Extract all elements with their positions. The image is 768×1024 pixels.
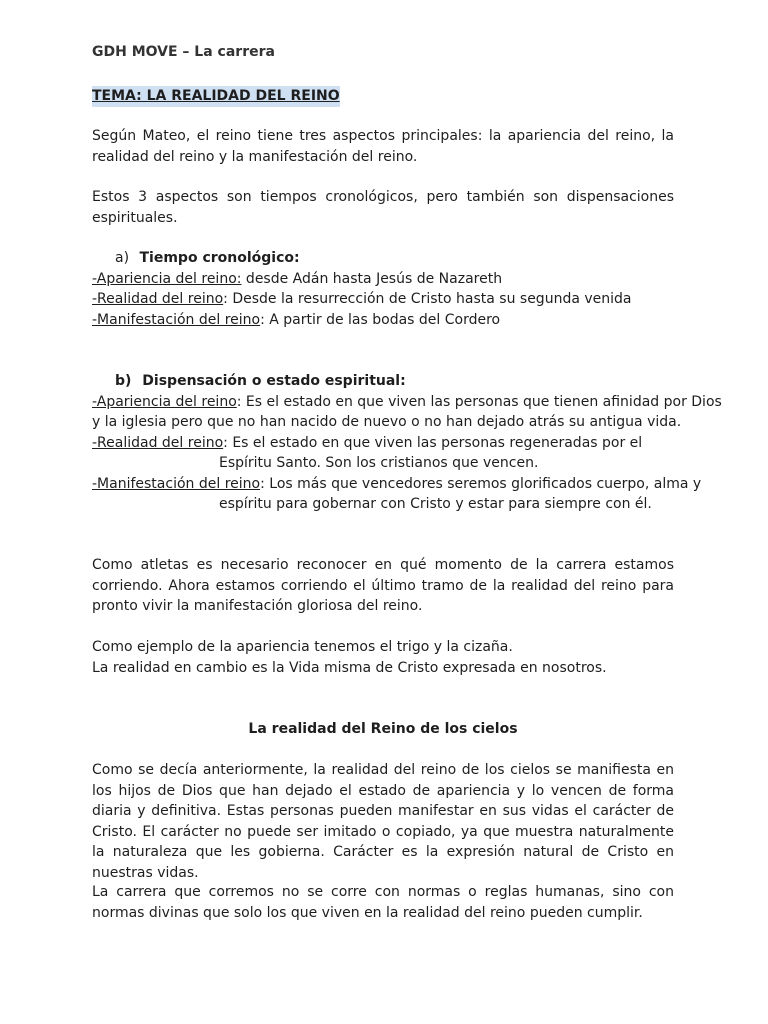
- example-line-2: La realidad en cambio es la Vida misma de Cristo expresada en nosotros.: [92, 659, 607, 676]
- section-b-item-term: -Realidad del reino: [92, 434, 224, 451]
- athletes-paragraph: Como atletas es necesario reconocer en qué momento de la carrera estamos corriendo. Ahora estamos corriendo el último tramo de la realidad del reino para pronto vivir la manifestación gloriosa del reino.: [92, 557, 674, 614]
- reality-paragraph: Como se decía anteriormente, la realidad del reino de los cielos se manifiesta en los hijos de Dios que han dejado el estado de apariencia y lo vencen de forma diaria y definitiva. Estas personas pueden manifestar en sus vidas el carácter de Cristo. El carácter no puede ser imitado o copiado, ya que muestra naturalmente la naturaleza que les gobierna. Carácter es la expresión natural de Cristo en nuestras vidas.: [92, 762, 674, 881]
- example-line-1: Como ejemplo de la apariencia tenemos el trigo y la cizaña.: [92, 639, 513, 655]
- section-a-marker: a): [115, 250, 130, 266]
- section-b-item-text: : Es el estado en que viven las personas regeneradas por el: [223, 434, 643, 451]
- section-b-heading: [92, 371, 674, 392]
- section-a: [92, 248, 674, 330]
- section-b-item-3-cont: espíritu para gobernar con Cristo y estar para siempre con él.: [219, 496, 652, 512]
- section-b: [92, 371, 722, 515]
- race-paragraph: La carrera que corremos no se corre con normas o reglas humanas, sino con normas divinas que solo los que viven en la realidad del reino pueden cumplir.: [92, 884, 674, 921]
- section-b-item-2-cont: Espíritu Santo. Son los cristianos que vencen.: [219, 455, 539, 471]
- section-b-item-2: [92, 433, 674, 454]
- section-subtitle: La realidad del Reino de los cielos: [248, 721, 518, 737]
- section-b-item-1: [92, 392, 722, 413]
- aspects-paragraph: [92, 187, 674, 228]
- section-a-item-term: -Manifestación del reino: [92, 311, 261, 328]
- section-b-item-text: : Los más que vencedores seremos glorificados cuerpo, alma y: [260, 475, 702, 492]
- intro-paragraph: Según Mateo, el reino tiene tres aspectos principales: la apariencia del reino, la realidad del reino y la manifestación del reino.: [92, 128, 674, 165]
- section-a-item-term: -Apariencia del reino:: [92, 270, 242, 287]
- section-a-item: [92, 289, 674, 310]
- example-paragraph: [92, 637, 674, 678]
- topic-title: TEMA: LA REALIDAD DEL REINO: [92, 86, 340, 107]
- section-a-item: [92, 269, 674, 290]
- section-b-item-term: -Apariencia del reino: [92, 393, 237, 410]
- section-a-title: Tiempo cronológico:: [139, 250, 300, 266]
- section-a-item-text: : A partir de las bodas del Cordero: [260, 311, 501, 328]
- section-b-item-3: [92, 474, 702, 495]
- section-b-item-1-cont: y la iglesia pero que no han nacido de nuevo o no han dejado atrás su antigua vida.: [92, 414, 682, 430]
- document-header: GDH MOVE – La carrera: [92, 44, 275, 60]
- section-a-item-text: desde Adán hasta Jesús de Nazareth: [241, 270, 503, 287]
- section-a-item: [92, 310, 674, 331]
- section-a-heading: [92, 248, 674, 269]
- section-b-item-text: : Es el estado en que viven las personas que tienen afinidad por Dios: [236, 393, 722, 410]
- section-a-item-term: -Realidad del reino: [92, 291, 224, 307]
- aspects-paragraph-line-2: espirituales.: [92, 209, 178, 226]
- section-a-item-text: : Desde la resurrección de Cristo hasta su segunda venida: [223, 291, 632, 307]
- section-b-marker: b): [115, 373, 132, 389]
- section-b-title: Dispensación o estado espiritual:: [142, 373, 406, 389]
- section-b-item-term: -Manifestación del reino: [92, 475, 261, 492]
- aspects-paragraph-line-1: Estos 3 aspectos son tiempos cronológicos, pero también son dispensaciones: [92, 189, 674, 205]
